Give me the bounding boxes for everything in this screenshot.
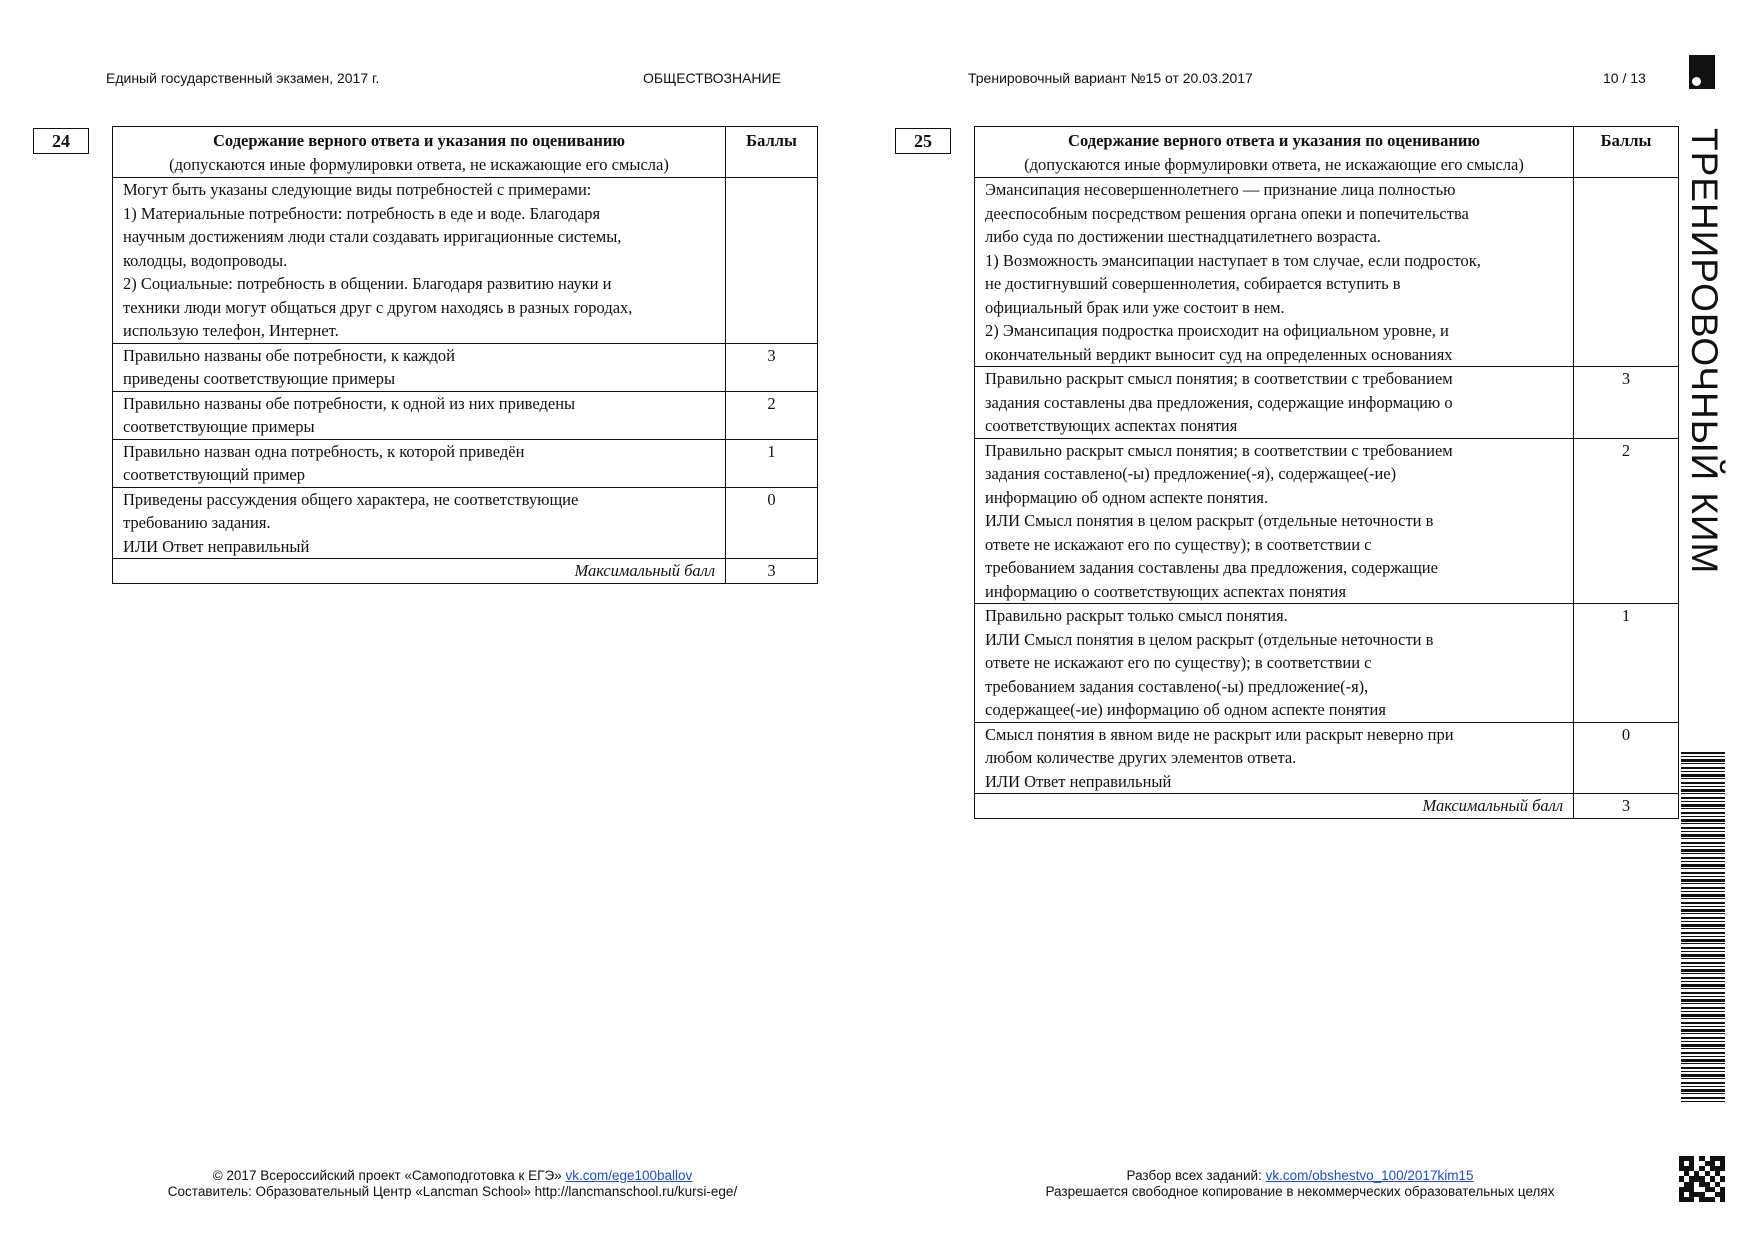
answer-content-row xyxy=(113,178,818,344)
criterion-line: ИЛИ Смысл понятия в целом раскрыт (отдельные неточности в xyxy=(985,511,1434,530)
points-heading: Баллы xyxy=(746,131,797,150)
criterion-row xyxy=(975,367,1679,439)
criterion-line: ответе не искажают его по существу); в соответствии с xyxy=(985,653,1372,672)
content-line: 2) Эмансипация подростка происходит на официальном уровне, и xyxy=(985,321,1449,340)
max-score-row xyxy=(975,794,1679,819)
barcode-image xyxy=(1681,752,1725,1102)
footer-analysis-text: Разбор всех заданий: xyxy=(1126,1168,1262,1183)
qr-code-image xyxy=(1679,1156,1725,1202)
criterion-line: информацию об одном аспекте понятия. xyxy=(985,487,1269,507)
content-line: колодцы, водопроводы. xyxy=(123,250,288,270)
empty-points-cell xyxy=(726,178,818,344)
task-number-25: 25 xyxy=(895,128,951,154)
criterion-line: ИЛИ Ответ неправильный xyxy=(985,771,1172,791)
criterion-line: ИЛИ Смысл понятия в целом раскрыт (отдельные неточности в xyxy=(985,629,1434,649)
header-exam-title: Единый государственный экзамен, 2017 г. xyxy=(106,70,380,86)
points-heading: Баллы xyxy=(1600,131,1652,150)
criterion-line: требованием задания составлены два предложения, содержащие xyxy=(985,558,1438,577)
criterion-points: 3 xyxy=(726,343,818,391)
criterion-text xyxy=(113,343,726,391)
content-line: Могут быть указаны следующие виды потребностей с примерами: xyxy=(123,180,592,199)
header-points-cell xyxy=(726,127,818,178)
corner-marker xyxy=(1689,55,1715,89)
header-title: Содержание верного ответа и указания по оцениванию xyxy=(1068,131,1481,150)
criterion-row xyxy=(975,604,1679,723)
criterion-line: приведены соответствующие примеры xyxy=(123,369,396,388)
criterion-line: Правильно раскрыт смысл понятия; в соответствии с требованием xyxy=(985,440,1453,460)
criterion-line: требованию задания. xyxy=(123,513,271,532)
header-content-cell xyxy=(975,127,1574,178)
criterion-points: 3 xyxy=(1574,367,1679,439)
empty-points-cell xyxy=(1574,178,1679,367)
criterion-line: задания составлено(-ы) предложение(-я), содержащее(-ие) xyxy=(985,464,1397,483)
criterion-text xyxy=(975,367,1574,439)
criterion-text xyxy=(113,487,726,559)
criterion-line: Правильно назван одна потребность, к которой приведён xyxy=(123,441,525,461)
footer-left xyxy=(120,1168,785,1200)
header-content-cell xyxy=(113,127,726,178)
content-line: 1) Материальные потребности: потребность в еде и воде. Благодаря xyxy=(123,203,601,223)
criterion-points: 1 xyxy=(726,439,818,487)
task-number-24: 24 xyxy=(33,128,89,154)
content-line: не достигнувший совершеннолетия, собирается вступить в xyxy=(985,274,1401,293)
criterion-line: соответствующие примеры xyxy=(123,417,315,436)
criterion-points: 1 xyxy=(1574,604,1679,723)
criterion-line: содержащее(-ие) информацию об одном аспекте понятия xyxy=(985,700,1386,719)
training-kim-banner: ТРЕНИРОВОЧНЫЙ КИМ xyxy=(1684,128,1725,575)
criterion-line: любом количестве других элементов ответа. xyxy=(985,748,1297,767)
content-line: Эмансипация несовершеннолетнего — признание лица полностью xyxy=(985,180,1456,199)
criterion-text xyxy=(975,604,1574,723)
table-header-row xyxy=(975,127,1679,178)
criterion-points: 0 xyxy=(1574,722,1679,794)
content-line: официальный брак или уже состоит в нем. xyxy=(985,297,1285,317)
criterion-line: соответствующий пример xyxy=(123,465,305,484)
criterion-line: требованием задания составлено(-ы) предложение(-я), xyxy=(985,676,1369,696)
criterion-line: задания составлены два предложения, содержащие информацию о xyxy=(985,392,1453,412)
criterion-row xyxy=(113,487,818,559)
table-header-row xyxy=(113,127,818,178)
criterion-text xyxy=(113,391,726,439)
footer-left-line1 xyxy=(120,1168,785,1184)
criterion-points: 2 xyxy=(1574,438,1679,604)
footer-project-text: © 2017 Всероссийский проект «Самоподготовка к ЕГЭ» xyxy=(212,1168,562,1183)
criterion-line: соответствующих аспектах понятия xyxy=(985,416,1238,435)
footer-vk-link[interactable]: vk.com/ege100ballov xyxy=(565,1168,693,1183)
content-line: научным достижениям люди стали создавать ирригационные системы, xyxy=(123,227,622,246)
criterion-points: 0 xyxy=(726,487,818,559)
criterion-line: ИЛИ Ответ неправильный xyxy=(123,536,310,556)
footer-copy-note: Разрешается свободное копирование в некоммерческих образовательных целях xyxy=(1045,1184,1555,1199)
answer-content-cell xyxy=(975,178,1574,367)
content-line: либо суда по достижении шестнадцатилетнего возраста. xyxy=(985,227,1381,246)
criterion-line: ответе не искажают его по существу); в соответствии с xyxy=(985,534,1372,554)
content-line: 1) Возможность эмансипации наступает в том случае, если подросток, xyxy=(985,250,1481,270)
header-subtitle: (допускаются иные формулировки ответа, не искажающие его смысла) xyxy=(1024,154,1524,174)
criterion-text xyxy=(975,438,1574,604)
footer-right-line1 xyxy=(1020,1168,1580,1184)
footer-right xyxy=(1020,1168,1580,1200)
criterion-text xyxy=(113,439,726,487)
criterion-line: информацию о соответствующих аспектах понятия xyxy=(985,581,1347,601)
footer-compiler-text: Составитель: Образовательный Центр «Lancman School» http://lancmanschool.ru/kursi-ege/ xyxy=(167,1184,738,1199)
criteria-table-25 xyxy=(974,126,1679,819)
criterion-line: Правильно названы обе потребности, к каждой xyxy=(123,345,456,365)
criterion-row xyxy=(975,722,1679,794)
criterion-points: 2 xyxy=(726,391,818,439)
content-line: дееспособным посредством решения органа опеки и попечительства xyxy=(985,203,1469,223)
criterion-line: Смысл понятия в явном виде не раскрыт или раскрыт неверно при xyxy=(985,724,1454,744)
criterion-line: Правильно названы обе потребности, к одной из них приведены xyxy=(123,393,576,413)
criterion-text xyxy=(975,722,1574,794)
header-page-number: 10 / 13 xyxy=(1603,70,1646,86)
answer-content-row xyxy=(975,178,1679,367)
header-subtitle: (допускаются иные формулировки ответа, не искажающие его смысла) xyxy=(169,154,669,174)
criterion-row xyxy=(113,343,818,391)
header-variant: Тренировочный вариант №15 от 20.03.2017 xyxy=(968,70,1253,86)
criterion-row xyxy=(113,391,818,439)
footer-analysis-link[interactable]: vk.com/obshestvo_100/2017kim15 xyxy=(1265,1168,1474,1183)
content-line: 2) Социальные: потребность в общении. Благодаря развитию науки и xyxy=(123,274,612,293)
criterion-line: Правильно раскрыт только смысл понятия. xyxy=(985,606,1288,625)
criterion-line: Правильно раскрыт смысл понятия; в соответствии с требованием xyxy=(985,369,1453,388)
content-line: использую телефон, Интернет. xyxy=(123,321,339,340)
max-score-value: 3 xyxy=(726,559,818,584)
criterion-row xyxy=(113,439,818,487)
criteria-table-24 xyxy=(112,126,818,584)
content-line: техники люди могут общаться друг с другом находясь в разных городах, xyxy=(123,297,633,317)
answer-content-cell xyxy=(113,178,726,344)
max-score-label: Максимальный балл xyxy=(975,794,1574,819)
max-score-row xyxy=(113,559,818,584)
header-points-cell xyxy=(1574,127,1679,178)
header-title: Содержание верного ответа и указания по оцениванию xyxy=(213,131,625,150)
content-line: окончательный вердикт выносит суд на определенных основаниях xyxy=(985,344,1453,364)
max-score-label: Максимальный балл xyxy=(113,559,726,584)
header-subject: ОБЩЕСТВОЗНАНИЕ xyxy=(643,70,781,86)
criterion-line: Приведены рассуждения общего характера, не соответствующие xyxy=(123,489,579,509)
max-score-value: 3 xyxy=(1574,794,1679,819)
criterion-row xyxy=(975,438,1679,604)
